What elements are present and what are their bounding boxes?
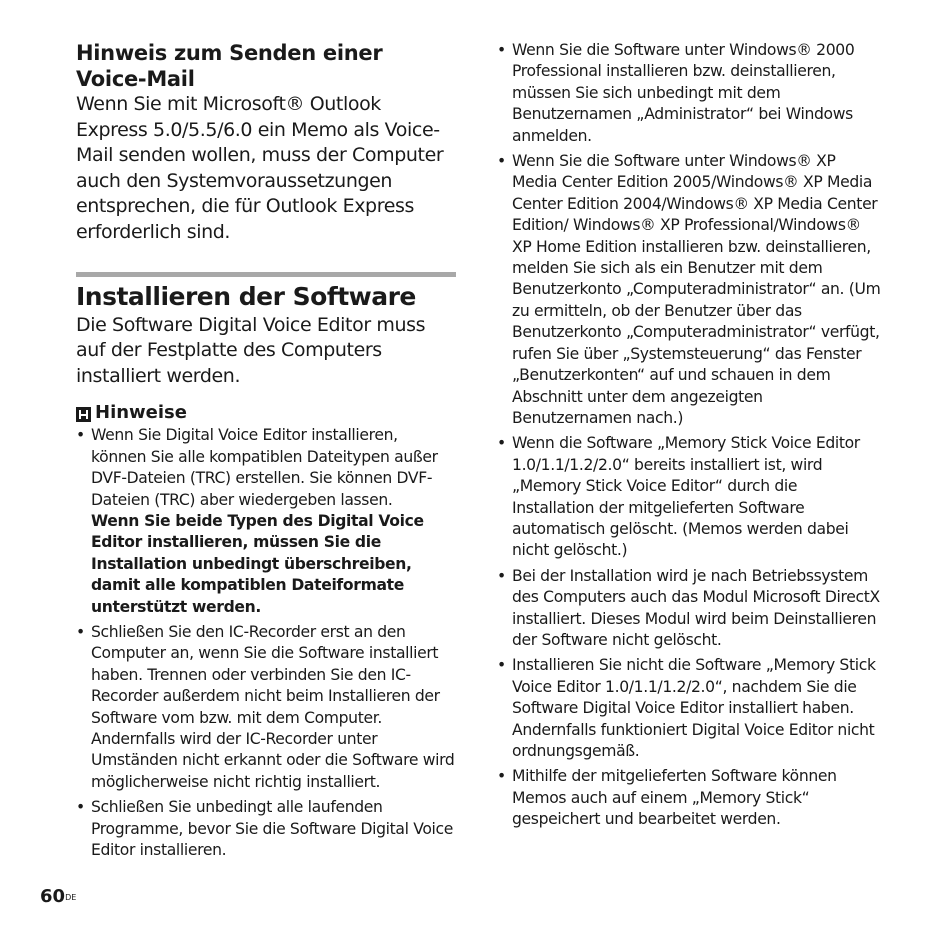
right-column (497, 40, 883, 835)
list-item (76, 622, 456, 793)
page-number-value: 60 (40, 886, 66, 907)
list-item: • Wenn Sie die Software unter Windows® 2000 Professional installieren bzw. deinstallieren, müssen Sie sich unbedingt mit dem Benutzernamen „Administrator“ bei Windows anmelden. (497, 40, 883, 147)
page-language: DE (65, 893, 77, 902)
voice-mail-heading: Hinweis zum Senden einer Voice-Mail (76, 41, 383, 91)
note-icon (76, 407, 91, 422)
note-text: Wenn Sie Digital Voice Editor installieren, können Sie alle kompatiblen Dateitypen außer DVF-Dateien (TRC) erstellen. Sie können DVF-Dateien (TRC) aber wiedergeben lassen. (91, 426, 438, 509)
page-number (40, 886, 76, 908)
notes-heading-row (76, 401, 456, 425)
list-item (76, 797, 456, 861)
list-item: • Mithilfe der mitgelieferten Software können Memos auch auf einem „Memory Stick“ gespeichert und bearbeitet werden. (497, 766, 883, 830)
voice-mail-text: Wenn Sie mit Microsoft® Outlook Express 5.0/5.5/6.0 ein Memo als Voice-Mail senden wollen, muss der Computer auch den Systemvoraussetzungen entsprechen, die für Outlook Express erforderlich sind. (76, 93, 444, 243)
left-notes-list (76, 425, 456, 861)
list-item: • Bei der Installation wird je nach Betriebssystem des Computers auch das Modul Microsoft DirectX installiert. Dieses Modul wird beim Deinstallieren der Software nicht gelöscht. (497, 566, 883, 652)
list-item (76, 425, 456, 618)
left-column (76, 40, 456, 865)
list-item: • Wenn Sie die Software unter Windows® XP Media Center Edition 2005/Windows® XP Media Center Edition 2004/Windows® XP Media Center Edition/ Windows® XP Professional/Windows® XP Home Edition installieren bzw. deinstallieren, melden Sie sich als ein Benutzer mit dem Benutzerkonto „Computeradministrator“ an. (Um zu ermitteln, ob der Benutzer über das Benutzerkonto „Computeradministrator“ verfügt, rufen Sie über „Systemsteuerung“ das Fenster „Benutzerkonten“ auf und schauen in dem Abschnitt unter dem angezeigten Benutzernamen nach.) (497, 151, 883, 429)
note-text: Schließen Sie unbedingt alle laufenden Programme, bevor Sie die Software Digital Voice Editor installieren. (91, 798, 453, 860)
section-divider (76, 272, 456, 277)
list-item: • Installieren Sie nicht die Software „Memory Stick Voice Editor 1.0/1.1/1.2/2.0“, nachdem Sie die Software Digital Voice Editor installiert haben. Andernfalls funktioniert Digital Voice Editor nicht ordnungsgemäß. (497, 655, 883, 762)
install-text: Die Software Digital Voice Editor muss auf der Festplatte des Computers installiert werden. (76, 313, 426, 387)
notes-heading: Hinweise (95, 402, 187, 424)
note-bold-text: Wenn Sie beide Typen des Digital Voice Editor installieren, müssen Sie die Installation unbedingt überschreiben, damit alle kompatiblen Dateiformate unterstützt werden. (91, 511, 424, 616)
note-text: Schließen Sie den IC-Recorder erst an den Computer an, wenn Sie die Software installiert haben. Trennen oder verbinden Sie den IC-Recorder außerdem nicht beim Installieren der Software vom bzw. mit dem Computer. Andernfalls wird der IC-Recorder unter Umständen nicht erkannt oder die Software wird möglicherweise nicht richtig installiert. (91, 623, 455, 791)
right-notes-list (497, 40, 883, 831)
list-item: • Wenn die Software „Memory Stick Voice Editor 1.0/1.1/1.2/2.0“ bereits installiert ist, wird „Memory Stick Voice Editor“ durch die Installation der mitgelieferten Software automatisch gelöscht. (Memos werden dabei nicht gelöscht.) (497, 433, 883, 561)
install-heading: Installieren der Software (76, 281, 416, 311)
